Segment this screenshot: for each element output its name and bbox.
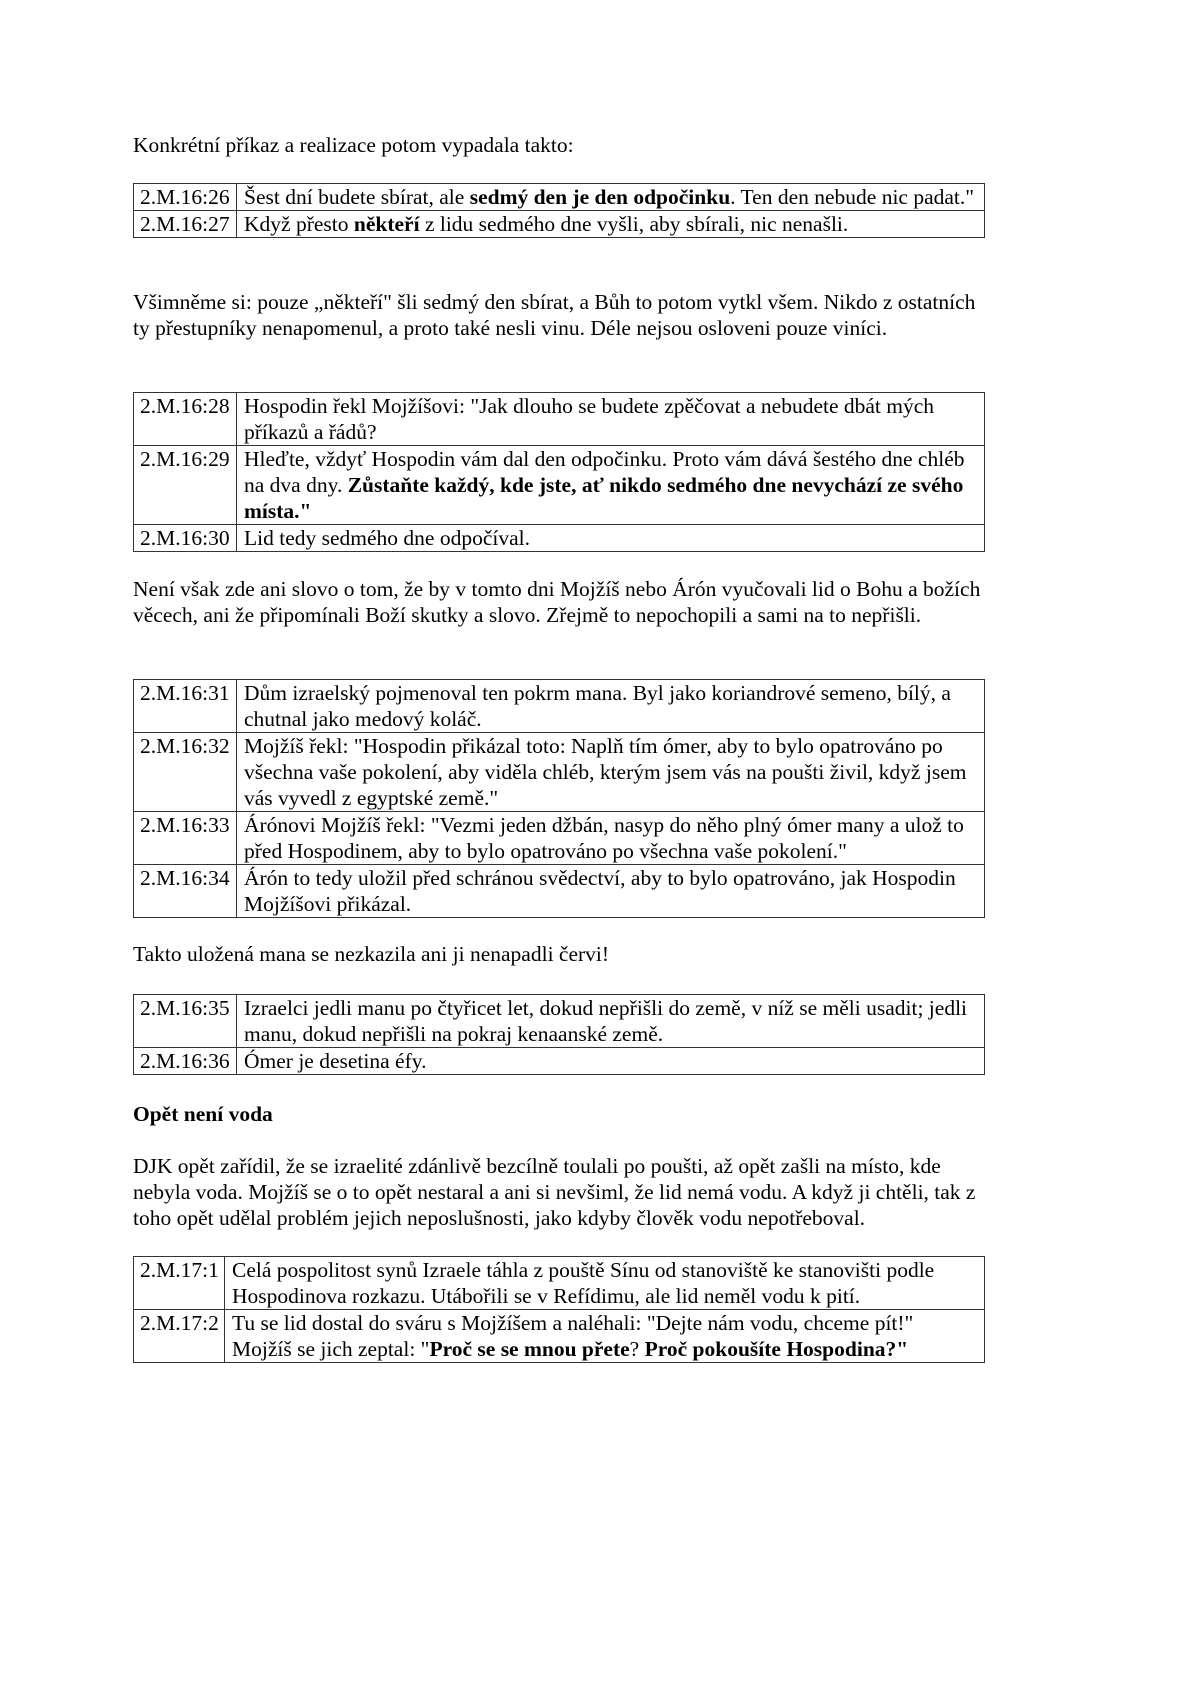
verse-table: [133, 679, 985, 918]
paragraph-text: Všimněme si: pouze „někteří" šli sedmý den sbírat, a Bůh to potom vytkl všem. Nikdo z ostatních ty přestupníky nenapomenul, a proto také nesli vinu. Déle nejsou osloveni pouze viníci.: [133, 290, 976, 340]
verse-text-segment: . Ten den nebude nic padat.": [730, 185, 975, 209]
verse-text-bold: Zůstaňte každý, kde jste, ať nikdo sedmého dne nevychází ze svého místa.": [244, 473, 964, 523]
verse-text: [237, 184, 985, 211]
verse-text: [225, 1310, 985, 1363]
verse-text: [225, 1257, 985, 1310]
intro-text: Konkrétní příkaz a realizace potom vypadala takto:: [133, 133, 574, 157]
verse-text: [237, 995, 985, 1048]
verse-table: [133, 1256, 985, 1363]
verse-reference: 2.M.16:33: [134, 812, 237, 865]
paragraph-4: [133, 1153, 985, 1231]
verse-reference: 2.M.16:36: [134, 1048, 237, 1075]
verse-text: [237, 1048, 985, 1075]
paragraph-2: [133, 576, 985, 628]
verse-table-3: [133, 679, 985, 918]
verse-table-1: [133, 183, 985, 238]
verse-text-segment: z lidu sedmého dne vyšli, aby sbírali, nic nenašli.: [419, 212, 849, 236]
verse-text-segment: Mojžíš řekl: "Hospodin přikázal toto: Naplň tím ómer, aby to bylo opatrováno po všechna vaše pokolení, aby viděla chléb, kterým jsem vás na poušti živil, když jsem vás vyvedl z egyptské země.": [244, 734, 967, 810]
verse-table: [133, 994, 985, 1075]
verse-text-segment: Dům izraelský pojmenoval ten pokrm mana. Byl jako koriandrové semeno, bílý, a chutnal jako medový koláč.: [244, 681, 951, 731]
verse-text-segment: Celá pospolitost synů Izraele táhla z pouště Sínu od stanoviště ke stanovišti podle Hospodinova rozkazu. Utábořili se v Refídimu, ale lid neměl vodu k pití.: [232, 1258, 935, 1308]
verse-table-4: [133, 994, 985, 1075]
verse-row: [134, 1048, 985, 1075]
verse-reference: 2.M.16:27: [134, 211, 237, 238]
section-heading: Opět není voda: [133, 1102, 273, 1126]
verse-text-bold: někteří: [353, 212, 420, 236]
verse-text-bold: Proč se se mnou přete: [429, 1337, 630, 1361]
verse-row: [134, 393, 985, 446]
verse-table: [133, 183, 985, 238]
verse-text: [237, 865, 985, 918]
intro-paragraph: [133, 132, 985, 158]
verse-text-segment: Hleďte, vždyť Hospodin vám dal den odpočinku. Proto vám dává šestého dne chléb na dva dny.: [244, 447, 965, 497]
paragraph-3: [133, 941, 985, 967]
verse-reference: 2.M.16:26: [134, 184, 237, 211]
verse-row: [134, 733, 985, 812]
verse-reference: 2.M.16:32: [134, 733, 237, 812]
paragraph-text: DJK opět zařídil, že se izraelité zdánlivě bezcílně toulali po poušti, až opět zašli na místo, kde nebyla voda. Mojžíš se o to opět nestaral a ani si nevšiml, že lid nemá vodu. A když ji chtěli, tak z toho opět udělal problém jejich neposlušnosti, jako kdyby člověk vodu nepotřeboval.: [133, 1154, 976, 1230]
verse-row: [134, 1257, 985, 1310]
paragraph-text: Takto uložená mana se nezkazila ani ji nenapadli červi!: [133, 942, 610, 966]
verse-table-2: [133, 392, 985, 552]
verse-row: [134, 865, 985, 918]
verse-text-segment: Tu se lid dostal do sváru s Mojžíšem a naléhali: "Dejte nám vodu, chceme pít!" Mojžíš se jich zeptal: ": [232, 1311, 914, 1361]
verse-text-bold: Proč pokoušíte Hospodina?": [644, 1337, 909, 1361]
verse-text-segment: Izraelci jedli manu po čtyřicet let, dokud nepřišli do země, v níž se měli usadit; jedli manu, dokud nepřišli na pokraj kenaanské země.: [244, 996, 968, 1046]
verse-reference: 2.M.16:30: [134, 525, 237, 552]
verse-row: [134, 995, 985, 1048]
section-heading-block: [133, 1101, 985, 1127]
verse-text-segment: Ómer je desetina éfy.: [244, 1049, 427, 1073]
verse-row: [134, 446, 985, 525]
verse-row: [134, 184, 985, 211]
verse-text: [237, 211, 985, 238]
verse-text-segment: Lid tedy sedmého dne odpočíval.: [244, 526, 530, 550]
paragraph-text: Není však zde ani slovo o tom, že by v tomto dni Mojžíš nebo Árón vyučovali lid o Bohu a božích věcech, ani že připomínali Boží skutky a slovo. Zřejmě to nepochopili a sami na to nepřišli.: [133, 577, 981, 627]
verse-text: [237, 680, 985, 733]
verse-reference: 2.M.16:28: [134, 393, 237, 446]
verse-text: [237, 812, 985, 865]
verse-text-segment: ?: [629, 1337, 645, 1361]
verse-text: [237, 446, 985, 525]
verse-text-segment: Šest dní budete sbírat, ale: [244, 185, 470, 209]
verse-reference: 2.M.16:31: [134, 680, 237, 733]
verse-text-segment: Hospodin řekl Mojžíšovi: "Jak dlouho se budete zpěčovat a nebudete dbát mých příkazů a řádů?: [244, 394, 935, 444]
verse-reference: 2.M.16:35: [134, 995, 237, 1048]
verse-text-segment: Když přesto: [244, 212, 354, 236]
verse-table: [133, 392, 985, 552]
verse-row: [134, 812, 985, 865]
verse-reference: 2.M.16:29: [134, 446, 237, 525]
verse-reference: 2.M.17:2: [134, 1310, 225, 1363]
verse-text: [237, 525, 985, 552]
verse-row: [134, 1310, 985, 1363]
verse-text-segment: Árón to tedy uložil před schránou svědectví, aby to bylo opatrováno, jak Hospodin Mojžíšovi přikázal.: [244, 866, 956, 916]
verse-row: [134, 680, 985, 733]
verse-reference: 2.M.16:34: [134, 865, 237, 918]
verse-text-segment: Árónovi Mojžíš řekl: "Vezmi jeden džbán, nasyp do něho plný ómer many a ulož to před Hospodinem, aby to bylo opatrováno po všechna vaše pokolení.": [244, 813, 964, 863]
verse-row: [134, 211, 985, 238]
verse-text-bold: sedmý den je den odpočinku: [469, 185, 731, 209]
paragraph-1: [133, 289, 985, 341]
verse-table-5: [133, 1256, 985, 1363]
verse-text: [237, 393, 985, 446]
verse-text: [237, 733, 985, 812]
verse-row: [134, 525, 985, 552]
verse-reference: 2.M.17:1: [134, 1257, 225, 1310]
